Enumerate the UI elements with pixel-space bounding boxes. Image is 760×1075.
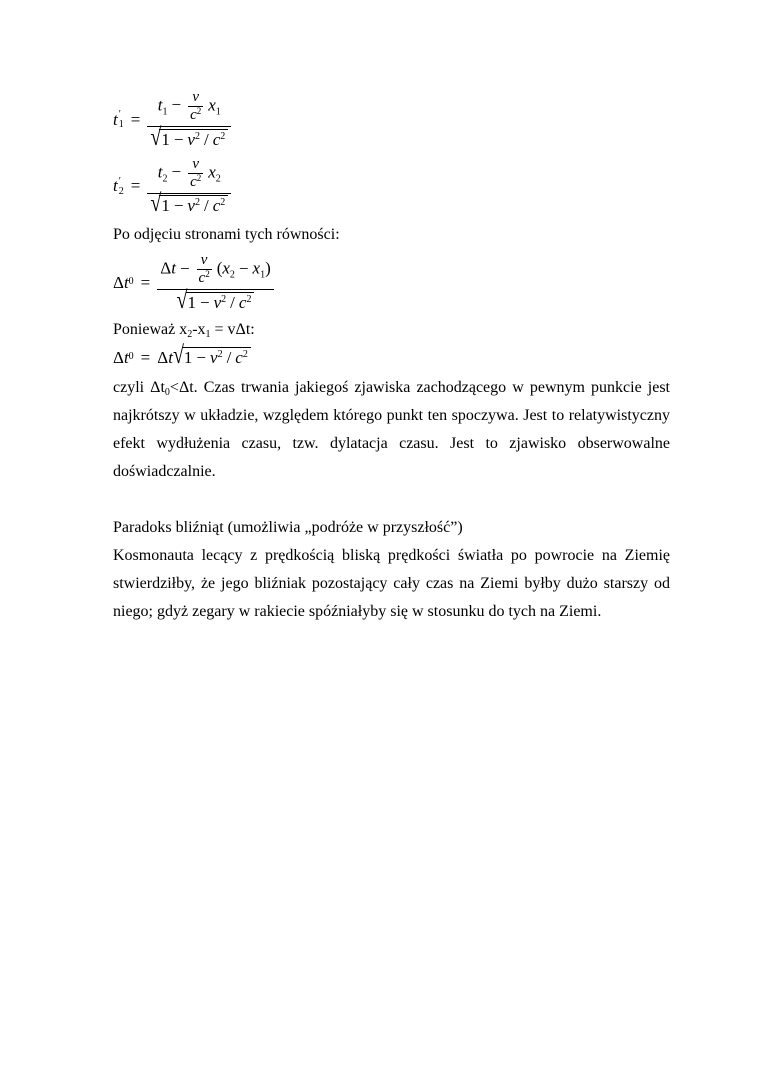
superscript-2: 2 — [220, 130, 226, 142]
subscript-2: 2 — [118, 185, 124, 197]
var-c: c — [190, 107, 197, 123]
square-root — [150, 189, 228, 218]
fraction-denominator — [188, 106, 203, 124]
fraction-denominator — [147, 189, 231, 218]
subscript-1: 1 — [215, 106, 221, 118]
since-text: Ponieważ x — [113, 320, 188, 338]
superscript-2: 2 — [221, 293, 227, 305]
minus-sign: − — [200, 292, 210, 312]
fraction-numerator — [147, 89, 231, 126]
var-x: x — [208, 95, 216, 115]
minus-sign: − — [179, 258, 190, 278]
minus-sign: − — [171, 162, 182, 181]
prime-sub-stack — [119, 109, 124, 129]
subscript-1: 1 — [118, 119, 124, 131]
fraction-numerator — [197, 252, 212, 269]
sqrt-sign: √ — [172, 341, 184, 370]
minus-sign: − — [173, 129, 184, 149]
slash-sign: / — [226, 347, 232, 367]
var-c: c — [235, 347, 243, 367]
eq4-lhs: Δ t 0 — [113, 347, 134, 367]
paragraph-kosmonauta: Kosmonauta lecący z prędkością bliską prędkości światła po powrocie na Ziemię stwierdziłby, że jego bliźniak pozostający cały czas na Ziemi byłby dużo starszy od niego; gdyż zegary w rakiecie spóźniałyby się w stosunku do tych na Ziemi. — [113, 546, 670, 620]
equation-delta-t0-fraction — [113, 252, 670, 313]
radicand — [182, 347, 251, 368]
subscript-2: 2 — [229, 269, 235, 281]
equals-sign: = — [130, 109, 141, 129]
paren-close: ) — [265, 258, 271, 278]
var-c: c — [212, 196, 221, 216]
fraction-numerator — [188, 156, 203, 173]
minus-sign: − — [171, 95, 182, 115]
superscript-2: 2 — [217, 348, 223, 360]
equation-delta-t0-result — [113, 341, 670, 370]
var-t: t — [168, 347, 173, 367]
subscript-2: 2 — [215, 173, 221, 184]
number-one: 1 — [161, 129, 170, 149]
var-t: t — [123, 347, 129, 367]
fraction-numerator — [147, 156, 231, 193]
var-t: t — [113, 176, 118, 196]
line-poniewaz — [113, 316, 670, 344]
var-v: v — [210, 347, 218, 367]
var-t: t — [157, 162, 163, 181]
fraction-v-over-c2 — [188, 156, 203, 191]
fraction-numerator — [188, 89, 203, 106]
var-x: x — [208, 162, 216, 181]
fraction-denominator — [157, 286, 273, 315]
equation-t2-prime — [113, 156, 670, 217]
sqrt-sign: √ — [176, 286, 188, 315]
number-one: 1 — [183, 347, 193, 367]
var-t: t — [171, 258, 176, 278]
subscript-2: 2 — [187, 328, 193, 340]
since-text: = vΔt: — [210, 320, 255, 338]
slash-sign: / — [230, 292, 235, 312]
superscript-2: 2 — [205, 269, 210, 280]
fraction-denominator — [197, 269, 212, 287]
var-c: c — [212, 129, 221, 149]
main-fraction — [157, 252, 273, 313]
main-fraction — [147, 89, 231, 150]
number-one: 1 — [187, 292, 197, 312]
var-v: v — [192, 89, 199, 105]
equals-sign: = — [140, 272, 151, 292]
slash-sign: / — [203, 129, 209, 149]
fraction-denominator — [188, 173, 203, 191]
var-t: t — [113, 109, 118, 129]
var-v: v — [187, 196, 195, 216]
var-t: t — [123, 272, 129, 292]
eq3-lhs: Δ t 0 — [113, 272, 134, 292]
radicand — [159, 129, 228, 150]
prime-mark: ′ — [118, 109, 121, 121]
eq2-lhs — [113, 176, 124, 196]
subscript-1: 1 — [162, 106, 168, 118]
line-po-odjeciu: Po odjęciu stronami tych równości: — [113, 226, 340, 244]
superscript-2: 2 — [194, 197, 200, 209]
var-t: t — [157, 95, 163, 115]
var-c: c — [198, 270, 206, 287]
sqrt-sign: √ — [150, 123, 162, 151]
square-root — [176, 286, 255, 315]
var-x: x — [252, 258, 261, 278]
equals-sign: = — [140, 347, 151, 367]
superscript-2: 2 — [196, 172, 202, 183]
subscript-2: 2 — [162, 173, 168, 184]
fraction-denominator — [147, 123, 231, 151]
prime-sub-stack — [119, 176, 124, 196]
square-root — [172, 341, 251, 370]
main-fraction — [147, 156, 231, 217]
delta-symbol: Δ — [113, 347, 124, 367]
paren-open: ( — [216, 258, 223, 278]
superscript-2: 2 — [242, 348, 248, 360]
equation-t1-prime — [113, 89, 670, 150]
subscript-1: 1 — [205, 328, 211, 340]
superscript-2: 2 — [194, 130, 200, 142]
square-root — [150, 123, 228, 151]
var-c: c — [238, 292, 247, 312]
subscript-0: 0 — [164, 386, 170, 398]
sqrt-sign: √ — [150, 189, 162, 218]
slash-sign: / — [203, 196, 209, 216]
paragraph-dylatacja — [113, 374, 670, 486]
number-one: 1 — [161, 196, 170, 216]
superscript-2: 2 — [220, 197, 226, 209]
radicand — [159, 195, 228, 216]
page-content — [113, 89, 670, 626]
minus-sign: − — [173, 196, 184, 216]
superscript-2: 2 — [196, 106, 202, 116]
delta-symbol: Δ — [113, 272, 124, 292]
fraction-v-over-c2 — [197, 252, 212, 287]
subscript-1: 1 — [260, 269, 266, 281]
minus-sign: − — [238, 258, 249, 278]
equals-sign: = — [130, 176, 141, 196]
var-v: v — [213, 292, 222, 312]
superscript-2: 2 — [246, 293, 252, 305]
fraction-numerator — [157, 252, 273, 289]
minus-sign: − — [196, 347, 207, 367]
var-c: c — [190, 173, 197, 190]
prime-mark: ′ — [118, 175, 121, 187]
delta-symbol: Δ — [160, 258, 172, 278]
para-text: czyli Δt — [113, 378, 165, 396]
para-text: <Δt. Czas trwania jakiegoś zjawiska zachodzącego w pewnym punkcie jest najkrótszy w układzie, względem którego punkt ten spoczywa. Jest to relatywistyczny efekt wydłużenia czasu, tzw. dylatacja czasu. Jest to zjawisko obserwowalne doświadczalnie. — [113, 378, 671, 480]
var-x: x — [222, 258, 230, 278]
radicand — [186, 292, 255, 313]
var-v: v — [192, 155, 199, 172]
since-text: -x — [192, 320, 206, 338]
delta-symbol: Δ — [157, 347, 169, 367]
var-v: v — [187, 129, 195, 149]
eq1-lhs — [113, 109, 124, 129]
fraction-v-over-c2 — [188, 89, 203, 124]
var-v: v — [200, 252, 208, 269]
heading-paradoks: Paradoks bliźniąt (umożliwia „podróże w przyszłość”) — [113, 518, 463, 536]
